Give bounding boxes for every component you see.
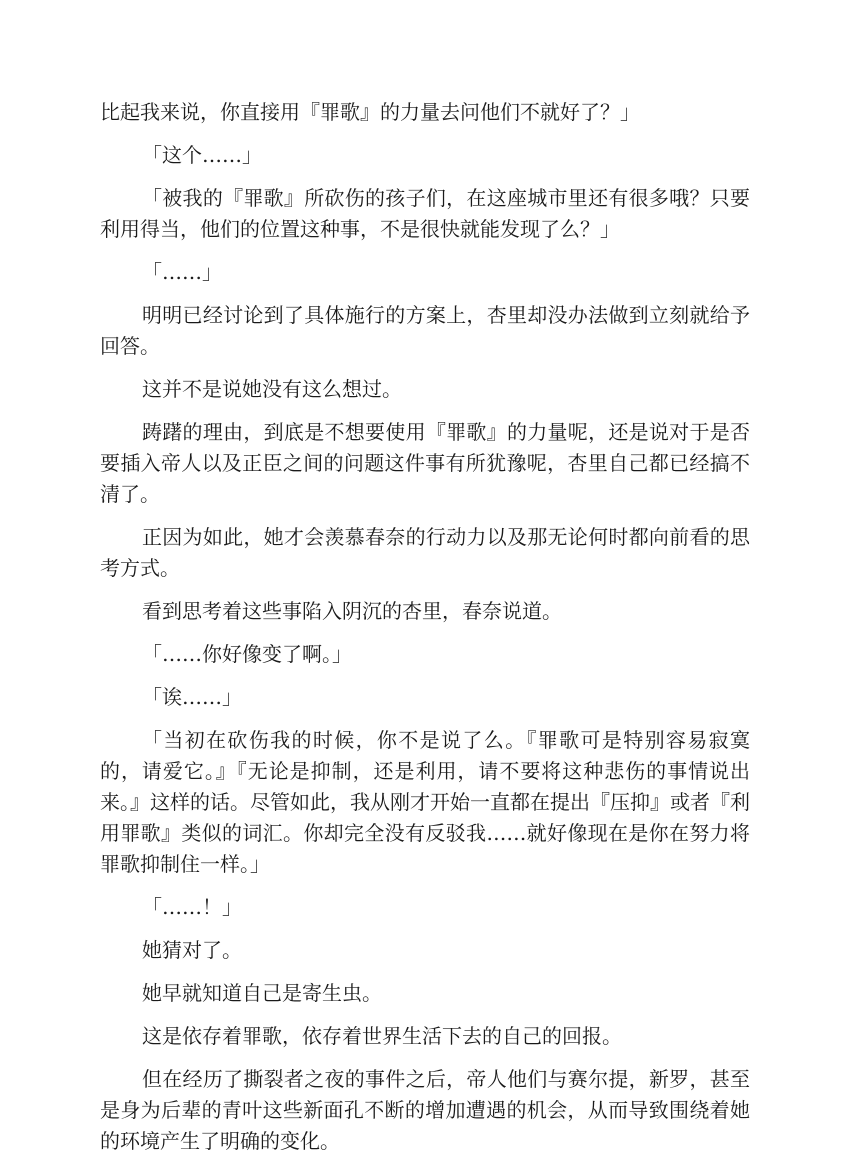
paragraph: 「……」 (142, 260, 222, 284)
document-body (100, 97, 750, 1169)
paragraph: 「……！」 (142, 895, 242, 919)
paragraph: 她猜对了。 (142, 938, 242, 962)
paragraph: 踌躇的理由，到底是不想要使用『罪歌』的力量呢，还是说对于是否要插入帝人以及正臣之间的问题这件事有所犹豫呢，杏里自己都已经搞不清了。 (100, 420, 750, 506)
paragraph: 明明已经讨论到了具体施行的方案上，杏里却没办法做到立刻就给予回答。 (100, 303, 750, 358)
paragraph: 她早就知道自己是寄生虫。 (142, 981, 382, 1005)
paragraph: 「诶……」 (142, 685, 242, 709)
paragraph: 「……你好像变了啊。」 (142, 642, 352, 666)
paragraph: 这是依存着罪歌，依存着世界生活下去的自己的回报。 (142, 1024, 622, 1048)
paragraph: 这并不是说她没有这么想过。 (142, 377, 402, 401)
paragraph: 「这个……」 (142, 143, 262, 167)
paragraph: 「被我的『罪歌』所砍伤的孩子们，在这座城市里还有很多哦？只要利用得当，他们的位置这种事，不是很快就能发现了么？」 (100, 186, 750, 241)
paragraph: 比起我来说，你直接用『罪歌』的力量去问他们不就好了？」 (100, 100, 640, 124)
paragraph: 「当初在砍伤我的时候，你不是说了么。『罪歌可是特别容易寂寞的，请爱它。』『无论是抑制，还是利用，请不要将这种悲伤的事情说出来。』这样的话。尽管如此，我从刚才开始一直都在提出『压抑』或者『利用罪歌』类似的词汇。你却完全没有反驳我……就好像现在是你在努力将罪歌抑制住一样。」 (100, 728, 750, 876)
paragraph: 正因为如此，她才会羡慕春奈的行动力以及那无论何时都向前看的思考方式。 (100, 525, 750, 580)
paragraph: 但在经历了撕裂者之夜的事件之后，帝人他们与赛尔提，新罗，甚至是身为后辈的青叶这些新面孔不断的增加遭遇的机会，从而导致围绕着她的环境产生了明确的变化。 (100, 1067, 750, 1153)
paragraph: 看到思考着这些事陷入阴沉的杏里，春奈说道。 (142, 599, 562, 623)
